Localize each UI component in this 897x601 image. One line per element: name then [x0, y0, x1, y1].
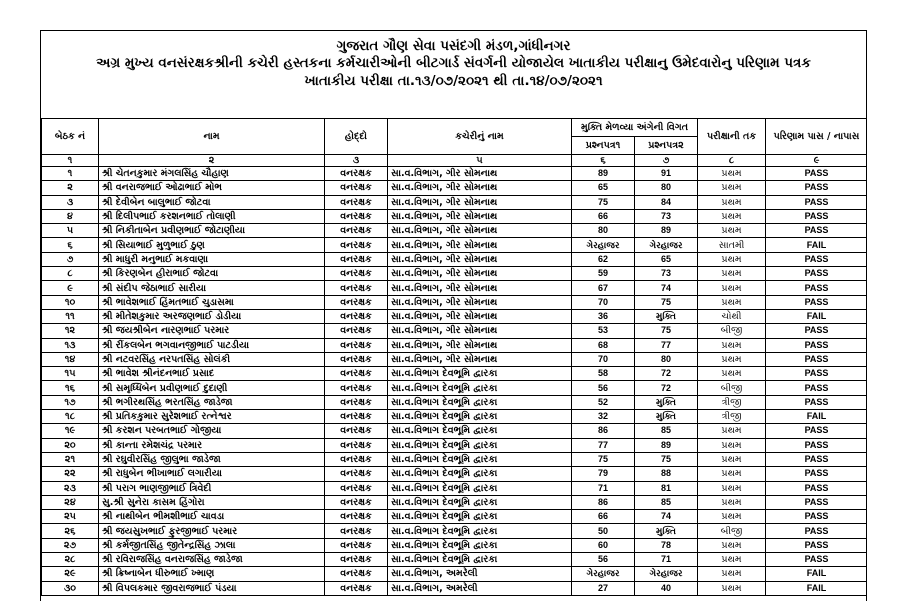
office-name: સા.વ.વિભાગ દેવભૂમિ દ્વારકા	[388, 410, 572, 424]
candidate-name: શ્રી નટવરસિંહ નરપતસિંહ સોલંકી	[99, 352, 325, 366]
paper2-marks: ગેરહાજર	[635, 567, 698, 581]
table-row	[42, 238, 868, 252]
paper1-marks: 89	[572, 167, 635, 181]
paper1-marks: 66	[572, 510, 635, 524]
attempt-number: પ્રથમ	[698, 481, 766, 495]
table-row	[42, 510, 868, 524]
table-row	[42, 338, 868, 352]
seat-number: ૯	[42, 281, 99, 295]
paper1-marks: 36	[572, 309, 635, 323]
candidate-name: શ્રી નાથીબેન ભીમશીભાઈ ચાવડા	[99, 510, 325, 524]
table-row	[42, 224, 868, 238]
table-row	[42, 195, 868, 209]
table-row	[42, 553, 868, 567]
attempt-number: પ્રથમ	[698, 281, 766, 295]
col-result: પરિણામ પાસ / નાપાસ	[766, 119, 867, 155]
col-post: હોદ્દો	[325, 119, 388, 155]
paper2-marks: 89	[635, 438, 698, 452]
candidate-name: શ્રી ભાવેશ શ્રીનંદનભાઈ પ્રસાદ	[99, 367, 325, 381]
seat-number: ૧૮	[42, 410, 99, 424]
paper2-marks: 89	[635, 224, 698, 238]
paper1-marks: 70	[572, 352, 635, 366]
post-name: વનરક્ષક	[325, 553, 388, 567]
paper1-marks: 70	[572, 295, 635, 309]
seat-number: ૧૬	[42, 381, 99, 395]
office-name: સા.વ.વિભાગ, ગીર સોમનાથ	[388, 309, 572, 323]
board-title: ગુજરાત ગૌણ સેવા પસંદગી મંડળ,ગાંધીનગર	[336, 38, 571, 54]
post-name: વનરક્ષક	[325, 510, 388, 524]
post-name: વનરક્ષક	[325, 352, 388, 366]
seat-number: ૭	[42, 252, 99, 266]
result-status: PASS	[766, 367, 867, 381]
post-name: વનરક્ષક	[325, 438, 388, 452]
results-table	[41, 118, 867, 596]
col-index: ૨	[99, 155, 325, 167]
table-row	[42, 252, 868, 266]
result-status: PASS	[766, 467, 867, 481]
paper2-marks: 85	[635, 495, 698, 509]
result-status: PASS	[766, 352, 867, 366]
paper1-marks: 56	[572, 381, 635, 395]
seat-number: ૩	[42, 195, 99, 209]
seat-number: ૨૨	[42, 467, 99, 481]
attempt-number: પ્રથમ	[698, 224, 766, 238]
attempt-number: પ્રથમ	[698, 452, 766, 466]
post-name: વનરક્ષક	[325, 338, 388, 352]
office-name: સા.વ.વિભાગ, ગીર સોમનાથ	[388, 209, 572, 223]
paper1-marks: 50	[572, 524, 635, 538]
candidate-name: શ્રી ચેતનકુમાર મંગલસિંહ ચૌહાણ	[99, 167, 325, 181]
candidate-name: શ્રી નિકીતાબેન પ્રવીણભાઈ જોટાણીયા	[99, 224, 325, 238]
candidate-name: શ્રી મીતેશકુમાર અરજણભાઈ ડોડીયા	[99, 309, 325, 323]
result-status: PASS	[766, 438, 867, 452]
post-name: વનરક્ષક	[325, 267, 388, 281]
attempt-number: બીજી	[698, 524, 766, 538]
result-status: PASS	[766, 167, 867, 181]
paper1-marks: 66	[572, 209, 635, 223]
col-index: ૬	[572, 155, 635, 167]
attempt-number: પ્રથમ	[698, 510, 766, 524]
office-name: સા.વ.વિભાગ દેવભૂમિ દ્વારકા	[388, 467, 572, 481]
candidate-name: શ્રી સિયાભાઈ મુળુભાઈ ઠુણ	[99, 238, 325, 252]
table-row	[42, 538, 868, 552]
seat-number: ૨૭	[42, 538, 99, 552]
office-name: સા.વ.વિભાગ, ગીર સોમનાથ	[388, 324, 572, 338]
col-paper2: પ્રશ્નપત્ર૨	[635, 137, 698, 155]
attempt-number: પ્રથમ	[698, 167, 766, 181]
paper1-marks: 79	[572, 467, 635, 481]
office-name: સા.વ.વિભાગ દેવભૂમિ દ્વારકા	[388, 481, 572, 495]
candidate-name: શ્રી ભાવેશભાઈ હિંમતભાઈ ચુડાસમા	[99, 295, 325, 309]
paper2-marks: 85	[635, 424, 698, 438]
seat-number: ૧૨	[42, 324, 99, 338]
post-name: વનરક્ષક	[325, 424, 388, 438]
result-status: PASS	[766, 395, 867, 409]
seat-number: ૧૯	[42, 424, 99, 438]
post-name: વનરક્ષક	[325, 195, 388, 209]
candidate-name: શ્રી ભગીરથસિંહ ભરતસિંહ જાડેજા	[99, 395, 325, 409]
paper2-marks: ગેરહાજર	[635, 238, 698, 252]
attempt-number: સાતમી	[698, 238, 766, 252]
attempt-number: ત્રીજી	[698, 395, 766, 409]
table-row	[42, 209, 868, 223]
col-index: ૩	[325, 155, 388, 167]
table-row	[42, 281, 868, 295]
office-name: સા.વ.વિભાગ, ગીર સોમનાથ	[388, 281, 572, 295]
candidate-name: શ્રી ક્રિષ્નાબેન ધીરુભાઈ ખ્માણ	[99, 567, 325, 581]
col-office: કચેરીનું નામ	[388, 119, 572, 155]
paper1-marks: 67	[572, 281, 635, 295]
seat-number: ૨૪	[42, 495, 99, 509]
paper1-marks: 58	[572, 367, 635, 381]
paper2-marks: મુક્તિ	[635, 395, 698, 409]
table-row	[42, 410, 868, 424]
seat-number: ૨૬	[42, 524, 99, 538]
paper2-marks: 91	[635, 167, 698, 181]
paper2-marks: 40	[635, 581, 698, 595]
table-row	[42, 352, 868, 366]
paper2-marks: 81	[635, 481, 698, 495]
paper1-marks: 53	[572, 324, 635, 338]
office-name: સા.વ.વિભાગ દેવભૂમિ દ્વારકા	[388, 538, 572, 552]
post-name: વનરક્ષક	[325, 567, 388, 581]
table-row	[42, 267, 868, 281]
table-row	[42, 367, 868, 381]
seat-number: ૨૦	[42, 438, 99, 452]
document-heading	[41, 31, 866, 90]
result-status: FAIL	[766, 410, 867, 424]
post-name: વનરક્ષક	[325, 381, 388, 395]
candidate-name: શ્રી પ્રતિકકુમાર સુરેશભાઈ રત્નેશ્વર	[99, 410, 325, 424]
paper2-marks: 74	[635, 281, 698, 295]
result-status: PASS	[766, 481, 867, 495]
attempt-number: પ્રથમ	[698, 495, 766, 509]
post-name: વનરક્ષક	[325, 281, 388, 295]
result-status: PASS	[766, 181, 867, 195]
paper2-marks: 88	[635, 467, 698, 481]
col-index: ૯	[766, 155, 867, 167]
attempt-number: પ્રથમ	[698, 567, 766, 581]
table-row	[42, 167, 868, 181]
office-name: સા.વ.વિભાગ, અમરેલી	[388, 581, 572, 595]
paper1-marks: 60	[572, 538, 635, 552]
paper2-marks: 75	[635, 452, 698, 466]
attempt-number: પ્રથમ	[698, 295, 766, 309]
result-sheet	[40, 30, 867, 601]
post-name: વનરક્ષક	[325, 410, 388, 424]
paper1-marks: 75	[572, 195, 635, 209]
post-name: વનરક્ષક	[325, 181, 388, 195]
paper2-marks: 84	[635, 195, 698, 209]
col-index: ૫	[388, 155, 572, 167]
attempt-number: બીજી	[698, 324, 766, 338]
candidate-name: શ્રી દિલીપભાઈ કરશનભાઈ તોલાણી	[99, 209, 325, 223]
post-name: વનરક્ષક	[325, 324, 388, 338]
col-index: ૭	[635, 155, 698, 167]
paper2-marks: 73	[635, 209, 698, 223]
paper2-marks: 65	[635, 252, 698, 266]
office-name: સા.વ.વિભાગ દેવભૂમિ દ્વારકા	[388, 367, 572, 381]
table-row	[42, 438, 868, 452]
attempt-number: પ્રથમ	[698, 252, 766, 266]
result-status: PASS	[766, 424, 867, 438]
seat-number: ૪	[42, 209, 99, 223]
paper1-marks: ગેરહાજર	[572, 567, 635, 581]
paper2-marks: 80	[635, 181, 698, 195]
table-row	[42, 481, 868, 495]
attempt-number: પ્રથમ	[698, 195, 766, 209]
candidate-name: સુ.શ્રી સુનેરા કાસમ હિંગોરા	[99, 495, 325, 509]
attempt-number: પ્રથમ	[698, 538, 766, 552]
office-name: સા.વ.વિભાગ દેવભૂમિ દ્વારકા	[388, 510, 572, 524]
seat-number: ૧૧	[42, 309, 99, 323]
paper1-marks: ગેરહાજર	[572, 238, 635, 252]
result-status: PASS	[766, 324, 867, 338]
table-row	[42, 581, 868, 595]
post-name: વનરક્ષક	[325, 224, 388, 238]
result-status: PASS	[766, 295, 867, 309]
paper2-marks: 73	[635, 267, 698, 281]
result-status: PASS	[766, 524, 867, 538]
seat-number: ૧૫	[42, 367, 99, 381]
paper1-marks: 80	[572, 224, 635, 238]
attempt-number: પ્રથમ	[698, 553, 766, 567]
post-name: વનરક્ષક	[325, 524, 388, 538]
candidate-name: શ્રી રઘુવીરસિંહ જીલુભા જાડેજા	[99, 452, 325, 466]
office-name: સા.વ.વિભાગ દેવભૂમિ દ્વારકા	[388, 452, 572, 466]
result-status: PASS	[766, 209, 867, 223]
post-name: વનરક્ષક	[325, 452, 388, 466]
paper1-marks: 71	[572, 481, 635, 495]
paper2-marks: મુક્તિ	[635, 309, 698, 323]
paper1-marks: 59	[572, 267, 635, 281]
attempt-number: ચોથી	[698, 309, 766, 323]
table-row	[42, 467, 868, 481]
paper1-marks: 32	[572, 410, 635, 424]
office-name: સા.વ.વિભાગ દેવભૂમિ દ્વારકા	[388, 424, 572, 438]
result-status: PASS	[766, 224, 867, 238]
attempt-number: પ્રથમ	[698, 267, 766, 281]
candidate-name: શ્રી રવિરાજસિંહ વનરાજસિંહ જાડેજા	[99, 553, 325, 567]
candidate-name: શ્રી પરાગ ભાણજીભાઈ ત્રિવેદી	[99, 481, 325, 495]
col-exemption: મુક્તિ મેળવ્યા અંગેની વિગત	[572, 119, 698, 137]
col-attempt: પરીક્ષાની તક	[698, 119, 766, 155]
seat-number: ૨૩	[42, 481, 99, 495]
paper2-marks: 72	[635, 381, 698, 395]
post-name: વનરક્ષક	[325, 467, 388, 481]
paper1-marks: 62	[572, 252, 635, 266]
paper2-marks: 75	[635, 324, 698, 338]
office-name: સા.વ.વિભાગ, ગીર સોમનાથ	[388, 195, 572, 209]
office-name: સા.વ.વિભાગ, ગીર સોમનાથ	[388, 167, 572, 181]
attempt-number: પ્રથમ	[698, 467, 766, 481]
table-row	[42, 309, 868, 323]
paper1-marks: 86	[572, 424, 635, 438]
paper1-marks: 75	[572, 452, 635, 466]
attempt-number: પ્રથમ	[698, 352, 766, 366]
result-status: PASS	[766, 267, 867, 281]
attempt-number: પ્રથમ	[698, 338, 766, 352]
table-row	[42, 452, 868, 466]
paper1-marks: 77	[572, 438, 635, 452]
candidate-name: શ્રી જયસુખભાઈ ફુરજીભાઈ પરમાર	[99, 524, 325, 538]
paper2-marks: 74	[635, 510, 698, 524]
table-row	[42, 395, 868, 409]
col-index: ૧	[42, 155, 99, 167]
seat-number: ૨૯	[42, 567, 99, 581]
post-name: વનરક્ષક	[325, 481, 388, 495]
office-name: સા.વ.વિભાગ દેવભૂમિ દ્વારકા	[388, 524, 572, 538]
seat-number: ૨૫	[42, 510, 99, 524]
office-name: સા.વ.વિભાગ, ગીર સોમનાથ	[388, 267, 572, 281]
paper2-marks: 78	[635, 538, 698, 552]
post-name: વનરક્ષક	[325, 252, 388, 266]
paper2-marks: 72	[635, 367, 698, 381]
post-name: વનરક્ષક	[325, 309, 388, 323]
result-status: PASS	[766, 510, 867, 524]
seat-number: ૨૧	[42, 452, 99, 466]
paper1-marks: 56	[572, 553, 635, 567]
paper1-marks: 27	[572, 581, 635, 595]
candidate-name: શ્રી રીંકલબેન ભગવાનજીભાઈ પાટડીયા	[99, 338, 325, 352]
paper1-marks: 86	[572, 495, 635, 509]
attempt-number: બીજી	[698, 381, 766, 395]
attempt-number: પ્રથમ	[698, 367, 766, 381]
office-name: સા.વ.વિભાગ, ગીર સોમનાથ	[388, 181, 572, 195]
seat-number: ૧૭	[42, 395, 99, 409]
sheet-title: અગ્ર મુખ્ય વનસંરક્ષકશ્રીની કચેરી હસ્તકના કર્મચારીઓની બીટગાર્ડ સંવર્ગની યોજાયેલ ખાતાકીય પરીક્ષાનુ ઉમેદવારોનુ પરિણામ પત્રક	[96, 55, 811, 71]
result-status: FAIL	[766, 238, 867, 252]
office-name: સા.વ.વિભાગ દેવભૂમિ દ્વારકા	[388, 438, 572, 452]
seat-number: ૨૮	[42, 553, 99, 567]
seat-number: ૨	[42, 181, 99, 195]
table-row	[42, 181, 868, 195]
paper2-marks: 80	[635, 352, 698, 366]
result-status: PASS	[766, 338, 867, 352]
result-status: FAIL	[766, 581, 867, 595]
table-row	[42, 295, 868, 309]
office-name: સા.વ.વિભાગ, ગીર સોમનાથ	[388, 338, 572, 352]
col-index: ૮	[698, 155, 766, 167]
office-name: સા.વ.વિભાગ, ગીર સોમનાથ	[388, 295, 572, 309]
paper2-marks: મુક્તિ	[635, 410, 698, 424]
seat-number: ૧૦	[42, 295, 99, 309]
attempt-number: ત્રીજી	[698, 410, 766, 424]
candidate-name: શ્રી કિરણબેન હીરાભાઈ જોટવા	[99, 267, 325, 281]
result-status: PASS	[766, 281, 867, 295]
candidate-name: શ્રી સમૃધ્ધિબેન પ્રવીણભાઈ દુદાણી	[99, 381, 325, 395]
result-status: FAIL	[766, 567, 867, 581]
table-row	[42, 567, 868, 581]
candidate-name: શ્રી કરશન પરબતભાઈ ગોજીયા	[99, 424, 325, 438]
result-status: PASS	[766, 195, 867, 209]
post-name: વનરક્ષક	[325, 395, 388, 409]
post-name: વનરક્ષક	[325, 538, 388, 552]
seat-number: ૧૪	[42, 352, 99, 366]
seat-number: ૧	[42, 167, 99, 181]
candidate-name: શ્રી વનરાજભાઈ ઓઢાભાઈ મોભ	[99, 181, 325, 195]
result-status: PASS	[766, 252, 867, 266]
paper2-marks: 77	[635, 338, 698, 352]
office-name: સા.વ.વિભાગ, ગીર સોમનાથ	[388, 224, 572, 238]
result-status: PASS	[766, 452, 867, 466]
table-row	[42, 324, 868, 338]
candidate-name: શ્રી વિપલકમાર જીવરાજભાઈ પંડયા	[99, 581, 325, 595]
office-name: સા.વ.વિભાગ દેવભૂમિ દ્વારકા	[388, 495, 572, 509]
office-name: સા.વ.વિભાગ, ગીર સોમનાથ	[388, 238, 572, 252]
post-name: વનરક્ષક	[325, 367, 388, 381]
post-name: વનરક્ષક	[325, 295, 388, 309]
result-status: PASS	[766, 538, 867, 552]
attempt-number: પ્રથમ	[698, 424, 766, 438]
office-name: સા.વ.વિભાગ દેવભૂમિ દ્વારકા	[388, 395, 572, 409]
paper1-marks: 68	[572, 338, 635, 352]
candidate-name: શ્રી જયશ્રીબેન નારણભાઈ પરમાર	[99, 324, 325, 338]
candidate-name: શ્રી માધુરી મનુભાઈ મકવાણા	[99, 252, 325, 266]
post-name: વનરક્ષક	[325, 209, 388, 223]
results-body	[42, 167, 868, 596]
seat-number: ૮	[42, 267, 99, 281]
office-name: સા.વ.વિભાગ, અમરેલી	[388, 567, 572, 581]
office-name: સા.વ.વિભાગ દેવભૂમિ દ્વારકા	[388, 553, 572, 567]
paper2-marks: 71	[635, 553, 698, 567]
seat-number: ૧૩	[42, 338, 99, 352]
candidate-name: શ્રી કર્મજીતસિંહ જીતેન્દ્રસિંહ ઝાલા	[99, 538, 325, 552]
table-row	[42, 524, 868, 538]
col-seat-no: બેઠક નં	[42, 119, 99, 155]
table-row	[42, 424, 868, 438]
paper2-marks: મુક્તિ	[635, 524, 698, 538]
exam-dates: ખાતાકીય પરીક્ષા તા.૧૩/૦૭/૨૦૨૧ થી તા.૧૪/૦૭/૨૦૨૧	[304, 73, 603, 89]
office-name: સા.વ.વિભાગ, ગીર સોમનાથ	[388, 252, 572, 266]
post-name: વનરક્ષક	[325, 581, 388, 595]
paper1-marks: 52	[572, 395, 635, 409]
candidate-name: શ્રી દેવીબેન બાલુભાઈ જોટવા	[99, 195, 325, 209]
seat-number: ૬	[42, 238, 99, 252]
col-paper1: પ્રશ્નપત્ર૧	[572, 137, 635, 155]
col-name: નામ	[99, 119, 325, 155]
candidate-name: શ્રી રાધુબેન ભીખાભાઈ લગારીયા	[99, 467, 325, 481]
result-status: FAIL	[766, 309, 867, 323]
post-name: વનરક્ષક	[325, 495, 388, 509]
candidate-name: શ્રી સંદીપ જેઠાભાઈ સારીયા	[99, 281, 325, 295]
seat-number: ૩૦	[42, 581, 99, 595]
attempt-number: પ્રથમ	[698, 438, 766, 452]
post-name: વનરક્ષક	[325, 238, 388, 252]
table-row	[42, 495, 868, 509]
post-name: વનરક્ષક	[325, 167, 388, 181]
result-status: PASS	[766, 553, 867, 567]
paper2-marks: 75	[635, 295, 698, 309]
attempt-number: પ્રથમ	[698, 209, 766, 223]
attempt-number: પ્રથમ	[698, 581, 766, 595]
office-name: સા.વ.વિભાગ, ગીર સોમનાથ	[388, 352, 572, 366]
seat-number: ૫	[42, 224, 99, 238]
result-status: PASS	[766, 495, 867, 509]
attempt-number: પ્રથમ	[698, 181, 766, 195]
office-name: સા.વ.વિભાગ દેવભૂમિ દ્વારકા	[388, 381, 572, 395]
table-row	[42, 381, 868, 395]
paper1-marks: 65	[572, 181, 635, 195]
result-status: PASS	[766, 381, 867, 395]
candidate-name: શ્રી કાન્તા રમેશચંદ્ર પરમાર	[99, 438, 325, 452]
